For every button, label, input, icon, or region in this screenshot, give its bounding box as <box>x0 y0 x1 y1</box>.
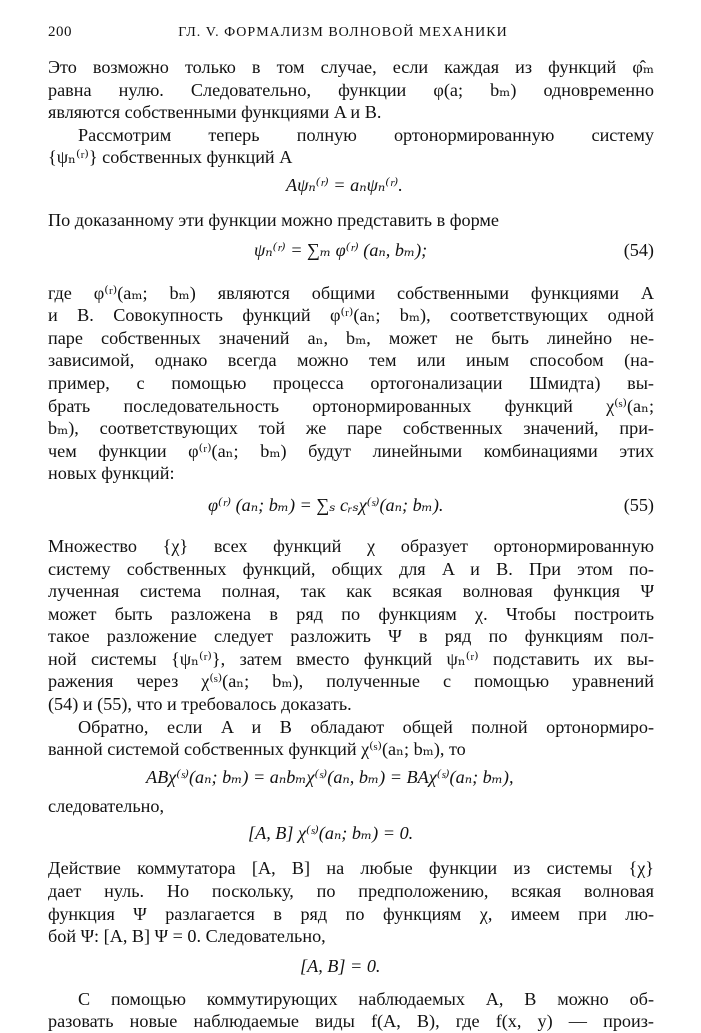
equation-55 <box>48 485 654 529</box>
paragraph-2 <box>48 124 654 169</box>
text-line: ванной системой собственных функций χ⁽ˢ⁾(aₙ; bₘ), то <box>48 739 466 760</box>
formula-text: Aψₙ⁽ʳ⁾ = aₙψₙ⁽ʳ⁾. <box>286 174 403 195</box>
text-line: Обратно, если A и B обладают общей полной ортонормиро- <box>78 716 654 737</box>
equation-number: (54) <box>623 239 654 260</box>
text-line: следовательно, <box>48 795 165 816</box>
text-line: ной системы {ψₙ⁽ʳ⁾}, затем вместо функций ψₙ⁽ʳ⁾ подставить их вы- <box>48 648 654 669</box>
text-line: функция Ψ разлагается в ряд по функциям χ, имеем при лю- <box>48 903 654 924</box>
running-title: ГЛ. V. ФОРМАЛИЗМ ВОЛНОВОЙ МЕХАНИКИ <box>178 25 508 40</box>
equation-commutator-zero <box>48 948 654 988</box>
text-line: пример, с помощью процесса ортогонализации Шмидта) вы- <box>48 372 654 393</box>
paragraph-8 <box>48 857 654 947</box>
formula-text: ψₙ⁽ʳ⁾ = ∑ₘ φ⁽ʳ⁾ (aₙ, bₘ); <box>254 239 428 260</box>
text-line: новых функций: <box>48 463 175 484</box>
text-line: паре собственных значений aₙ, bₘ, может не быть линейно не- <box>48 327 654 348</box>
text-line: Рассмотрим теперь полную ортонормированную систему <box>78 124 654 145</box>
text-line: ражения через χ⁽ˢ⁾(aₙ; bₘ), полученные с помощью уравнений <box>48 671 654 692</box>
equation-number: (55) <box>623 494 654 515</box>
equation-commutator-chi <box>48 817 654 851</box>
text-line: {ψₙ⁽ʳ⁾} собственных функций A <box>48 147 293 168</box>
page-number: 200 <box>48 24 72 40</box>
text-line: систему собственных функций, общих для A и B. При этом по- <box>48 558 654 579</box>
paragraph-5 <box>48 535 654 716</box>
text-line: равна нулю. Следовательно, функции φ(a; bₘ) одновременно <box>48 79 654 100</box>
text-line: Множество {χ} всех функций χ образует ортонормированную <box>48 535 654 556</box>
page-header <box>48 24 654 50</box>
paragraph-9 <box>48 988 654 1033</box>
text-line: дает нуль. Но поскольку, по предположению, всякая волновая <box>48 881 654 902</box>
text-line: зависимой, однако всегда можно тем или иным способом (на- <box>48 350 654 371</box>
text-line: (54) и (55), что и требовалось доказать. <box>48 694 352 715</box>
paragraph-3 <box>48 209 654 232</box>
text-line: лученная система полная, так как всякая волновая функция Ψ <box>48 581 654 602</box>
formula-text: [A, B] χ⁽ˢ⁾(aₙ; bₘ) = 0. <box>248 823 414 844</box>
text-line: брать последовательность ортонормированных функций χ⁽ˢ⁾(aₙ; <box>48 395 654 416</box>
equation-54 <box>48 232 654 276</box>
text-line: С помощью коммутирующих наблюдаемых A, B можно об- <box>78 988 654 1009</box>
equation-eigen-a <box>48 169 654 203</box>
text-line: может быть разложена в ряд по функциям χ. Чтобы построить <box>48 603 654 624</box>
text-line: чем функции φ⁽ʳ⁾(aₙ; bₘ) будут линейными комбинациями этих <box>48 440 654 461</box>
equation-ab-ba <box>48 761 654 795</box>
paragraph-7 <box>48 795 654 818</box>
text-line: По доказанному эти функции можно представить в форме <box>48 209 499 230</box>
text-line: такое разложение следует разложить Ψ в ряд по функциям пол- <box>48 626 654 647</box>
text-line: являются собственными функциями A и B. <box>48 102 382 123</box>
text-line: и B. Совокупность функций φ⁽ʳ⁾(aₙ; bₘ), соответствующих одной <box>48 305 654 326</box>
paragraph-6 <box>48 716 654 761</box>
text-line: Это возможно только в том случае, если каждая из функций φ̂ₘ <box>48 57 654 77</box>
formula-text: [A, B] = 0. <box>300 955 381 976</box>
text-line: bₘ), соответствующих той же паре собственных значений, при- <box>48 418 654 439</box>
text-line: где φ⁽ʳ⁾(aₘ; bₘ) являются общими собственными функциями A <box>48 282 654 303</box>
formula-text: ABχ⁽ˢ⁾(aₙ; bₘ) = aₙbₘχ⁽ˢ⁾(aₙ, bₘ) = BAχ⁽ˢ⁾(aₙ; bₘ), <box>146 766 514 787</box>
paragraph-1 <box>48 56 654 124</box>
formula-text: φ⁽ʳ⁾ (aₙ; bₘ) = ∑ₛ cᵣₛχ⁽ˢ⁾(aₙ; bₘ). <box>208 494 444 515</box>
paragraph-4 <box>48 282 654 485</box>
text-line: бой Ψ: [A, B] Ψ = 0. Следовательно, <box>48 926 326 947</box>
text-line: Действие коммутатора [A, B] на любые функции из системы {χ} <box>48 858 654 879</box>
text-line: разовать новые наблюдаемые виды f(A, B), где f(x, y) — произ- <box>48 1011 654 1032</box>
book-page <box>48 24 654 1033</box>
